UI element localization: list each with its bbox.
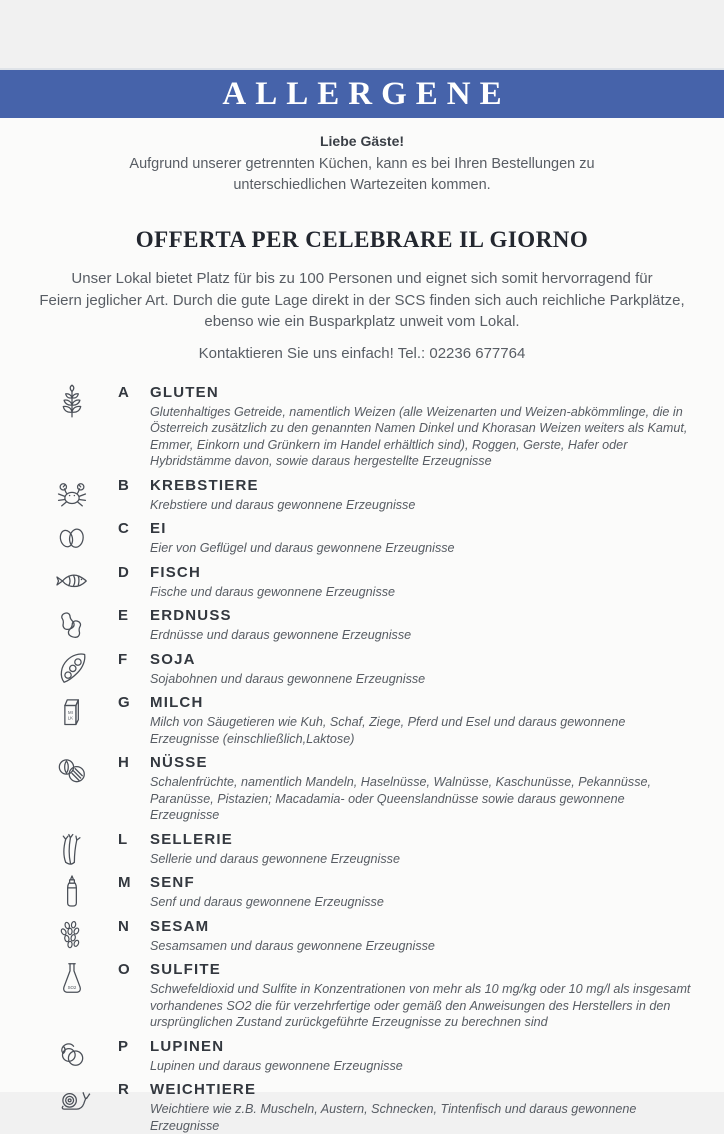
allergen-description: Senf und daraus gewonnene Erzeugnisse [150, 894, 696, 911]
allergen-info-page [0, 68, 724, 1092]
allergen-icon-cell [40, 474, 104, 513]
allergen-description: Glutenhaltiges Getreide, namentlich Weizen (alle Weizenarten und Weizen-abkömmlinge, die in Österreich zusätzlich zu den genannten Namen Dinkel und Khorasan Weizen weiters als Kamut, Emmer, Einkorn und Grünkern im Handel erhältlich sind), Roggen, Gerste, Hafer oder Hybridstämme davon, sowie daraus hergestellte Erzeugnisse [150, 404, 696, 470]
allergen-content [150, 604, 696, 644]
soybean-icon [53, 649, 91, 687]
allergen-code: M [104, 871, 150, 891]
eggs-icon [53, 518, 91, 556]
allergen-code: H [104, 751, 150, 771]
offer-title: OFFERTA PER CELEBRARE IL GIORNO [0, 227, 724, 253]
flask-icon [53, 959, 91, 997]
header-band [0, 68, 724, 118]
allergen-code: B [104, 474, 150, 494]
allergen-code: P [104, 1035, 150, 1055]
allergen-name: GLUTEN [150, 381, 696, 401]
allergen-code: L [104, 828, 150, 848]
allergen-content [150, 958, 696, 1031]
allergen-row [40, 561, 696, 601]
allergen-content [150, 691, 696, 747]
allergen-name: SULFITE [150, 958, 696, 978]
greeting-section [0, 133, 724, 196]
allergen-name: WEICHTIERE [150, 1078, 696, 1098]
allergen-row [40, 1078, 696, 1134]
allergen-description: Weichtiere wie z.B. Muscheln, Austern, Schnecken, Tintenfisch und daraus gewonnene Erzeugnisse [150, 1101, 696, 1134]
allergen-name: KREBSTIERE [150, 474, 696, 494]
offer-section [0, 227, 724, 362]
allergen-content [150, 915, 696, 955]
allergen-icon-cell [40, 691, 104, 730]
allergen-description: Erdnüsse und daraus gewonnene Erzeugnisse [150, 627, 696, 644]
greeting-text: Aufgrund unserer getrennten Küchen, kann es bei Ihren Bestellungen zu unterschiedlichen Wartezeiten kommen. [0, 154, 724, 196]
allergen-row [40, 828, 696, 868]
allergen-name: SELLERIE [150, 828, 696, 848]
allergen-code: C [104, 517, 150, 537]
wheat-icon [53, 382, 91, 420]
allergen-icon-cell [40, 517, 104, 556]
allergen-row [40, 517, 696, 557]
allergen-description: Eier von Geflügel und daraus gewonnene Erzeugnisse [150, 540, 696, 557]
allergen-name: FISCH [150, 561, 696, 581]
allergen-row [40, 648, 696, 688]
allergen-content [150, 474, 696, 514]
allergen-row [40, 958, 696, 1031]
allergen-icon-cell [40, 381, 104, 420]
allergen-list [0, 381, 724, 1134]
allergen-icon-cell [40, 958, 104, 997]
allergen-name: EI [150, 517, 696, 537]
allergen-code: N [104, 915, 150, 935]
allergen-row [40, 751, 696, 824]
allergen-name: MILCH [150, 691, 696, 711]
allergen-content [150, 648, 696, 688]
fish-icon [53, 562, 91, 600]
allergen-icon-cell [40, 751, 104, 790]
allergen-name: SENF [150, 871, 696, 891]
allergen-row [40, 604, 696, 644]
allergen-code: G [104, 691, 150, 711]
snail-icon [53, 1079, 91, 1117]
allergen-name: SOJA [150, 648, 696, 668]
crab-icon [53, 475, 91, 513]
allergen-row [40, 915, 696, 955]
allergen-name: ERDNUSS [150, 604, 696, 624]
allergen-code: F [104, 648, 150, 668]
greeting-title: Liebe Gäste! [0, 133, 724, 149]
allergen-row [40, 381, 696, 470]
allergen-content [150, 381, 696, 470]
celery-icon [53, 829, 91, 867]
allergen-content [150, 828, 696, 868]
allergen-content [150, 1078, 696, 1134]
allergen-description: Lupinen und daraus gewonnene Erzeugnisse [150, 1058, 696, 1075]
allergen-row [40, 1035, 696, 1075]
allergen-code: A [104, 381, 150, 401]
allergen-description: Krebstiere und daraus gewonnene Erzeugnisse [150, 497, 696, 514]
allergen-content [150, 561, 696, 601]
allergen-content [150, 1035, 696, 1075]
allergen-description: Schalenfrüchte, namentlich Mandeln, Haselnüsse, Walnüsse, Kaschunüsse, Pekannüsse, Paranüsse, Pistazien; Macadamia- oder Queenslandnüsse sowie daraus gewonnene Erzeugnisse [150, 774, 696, 824]
allergen-icon-cell [40, 871, 104, 910]
allergen-row [40, 871, 696, 911]
allergen-description: Sesamsamen und daraus gewonnene Erzeugnisse [150, 938, 696, 955]
allergen-code: R [104, 1078, 150, 1098]
allergen-description: Fische und daraus gewonnene Erzeugnisse [150, 584, 696, 601]
allergen-icon-cell [40, 915, 104, 954]
contact-line: Kontaktieren Sie uns einfach! Tel.: 02236 677764 [0, 345, 724, 362]
allergen-name: SESAM [150, 915, 696, 935]
allergen-name: LUPINEN [150, 1035, 696, 1055]
lupine-icon [53, 1036, 91, 1074]
allergen-row [40, 474, 696, 514]
allergen-description: Sojabohnen und daraus gewonnene Erzeugnisse [150, 671, 696, 688]
page-title: ALLERGENE [213, 76, 510, 113]
nuts-icon [53, 752, 91, 790]
allergen-code: D [104, 561, 150, 581]
allergen-icon-cell [40, 604, 104, 643]
milk-carton-icon [53, 692, 91, 730]
allergen-name: NÜSSE [150, 751, 696, 771]
allergen-description: Schwefeldioxid und Sulfite in Konzentrationen von mehr als 10 mg/kg oder 10 mg/l als insgesamt vorhandenes SO2 die für verzehrfertige oder gemäß den Anweisungen des Herstellers in den ursprünglichen Zustand zurückgeführte Erzeugnisse zu berechnen sind [150, 981, 696, 1031]
allergen-description: Milch von Säugetieren wie Kuh, Schaf, Ziege, Pferd und Esel und daraus gewonnene Erzeugnisse (einschließlich,Laktose) [150, 714, 696, 747]
allergen-code: O [104, 958, 150, 978]
allergen-content [150, 751, 696, 824]
allergen-content [150, 871, 696, 911]
allergen-row [40, 691, 696, 747]
mustard-bottle-icon [53, 872, 91, 910]
allergen-description: Sellerie und daraus gewonnene Erzeugnisse [150, 851, 696, 868]
allergen-icon-cell [40, 648, 104, 687]
allergen-icon-cell [40, 1078, 104, 1117]
peanut-icon [53, 605, 91, 643]
offer-text: Unser Lokal bietet Platz für bis zu 100 Personen und eignet sich somit hervorragend für Feiern jeglicher Art. Durch die gute Lage direkt in der SCS finden sich auch reichliche Parkplätze, ebenso wie ein Busparkplatz unweit vom Lokal. [0, 268, 724, 333]
sesame-icon [53, 916, 91, 954]
allergen-icon-cell [40, 828, 104, 867]
allergen-content [150, 517, 696, 557]
allergen-icon-cell [40, 561, 104, 600]
allergen-code: E [104, 604, 150, 624]
allergen-icon-cell [40, 1035, 104, 1074]
